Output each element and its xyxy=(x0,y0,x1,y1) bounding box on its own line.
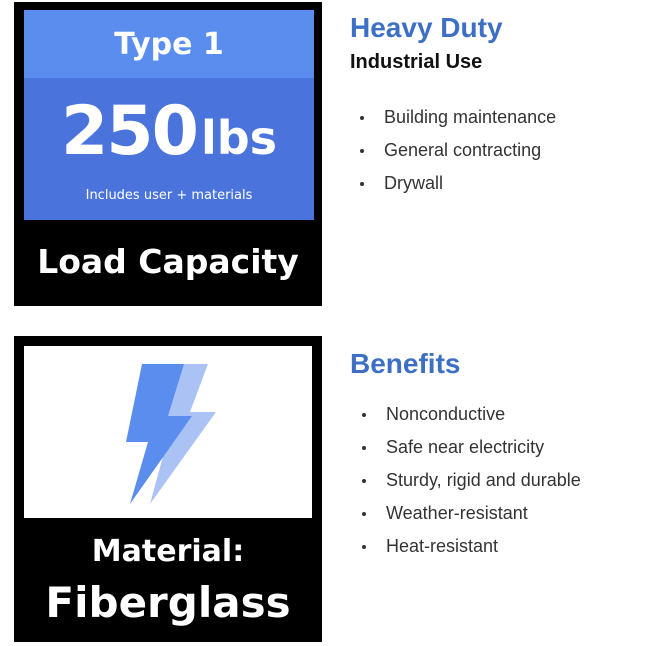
load-capacity-label: Load Capacity xyxy=(37,242,299,281)
benefits-title: Benefits xyxy=(350,348,461,379)
list-item: General contracting xyxy=(360,134,556,167)
material-card xyxy=(14,336,322,642)
list-item: Drywall xyxy=(360,167,556,200)
list-item: Weather-resistant xyxy=(362,497,581,530)
material-icon-panel xyxy=(24,346,312,518)
list-item: Sturdy, rigid and durable xyxy=(362,464,581,497)
load-value xyxy=(24,92,314,171)
load-type-label: Type 1 xyxy=(114,26,224,62)
material-label: Material: xyxy=(91,534,245,569)
list-item: Safe near electricity xyxy=(362,431,581,464)
load-type-header xyxy=(24,10,314,78)
load-capacity-card xyxy=(14,2,322,306)
list-item: Nonconductive xyxy=(362,398,581,431)
list-item: Heat-resistant xyxy=(362,530,581,563)
load-value-unit: lbs xyxy=(200,111,278,165)
heavy-duty-title: Heavy Duty xyxy=(350,12,503,43)
heavy-duty-subtitle: Industrial Use xyxy=(350,51,483,73)
heavy-duty-list xyxy=(360,101,556,200)
load-value-panel xyxy=(24,78,314,220)
load-value-number: 250 xyxy=(60,92,197,171)
material-value: Fiberglass xyxy=(45,578,291,627)
load-value-note: Includes user + materials xyxy=(85,188,253,203)
lightning-bolt-icon xyxy=(120,364,220,504)
benefits-list xyxy=(362,398,581,563)
list-item: Building maintenance xyxy=(360,101,556,134)
